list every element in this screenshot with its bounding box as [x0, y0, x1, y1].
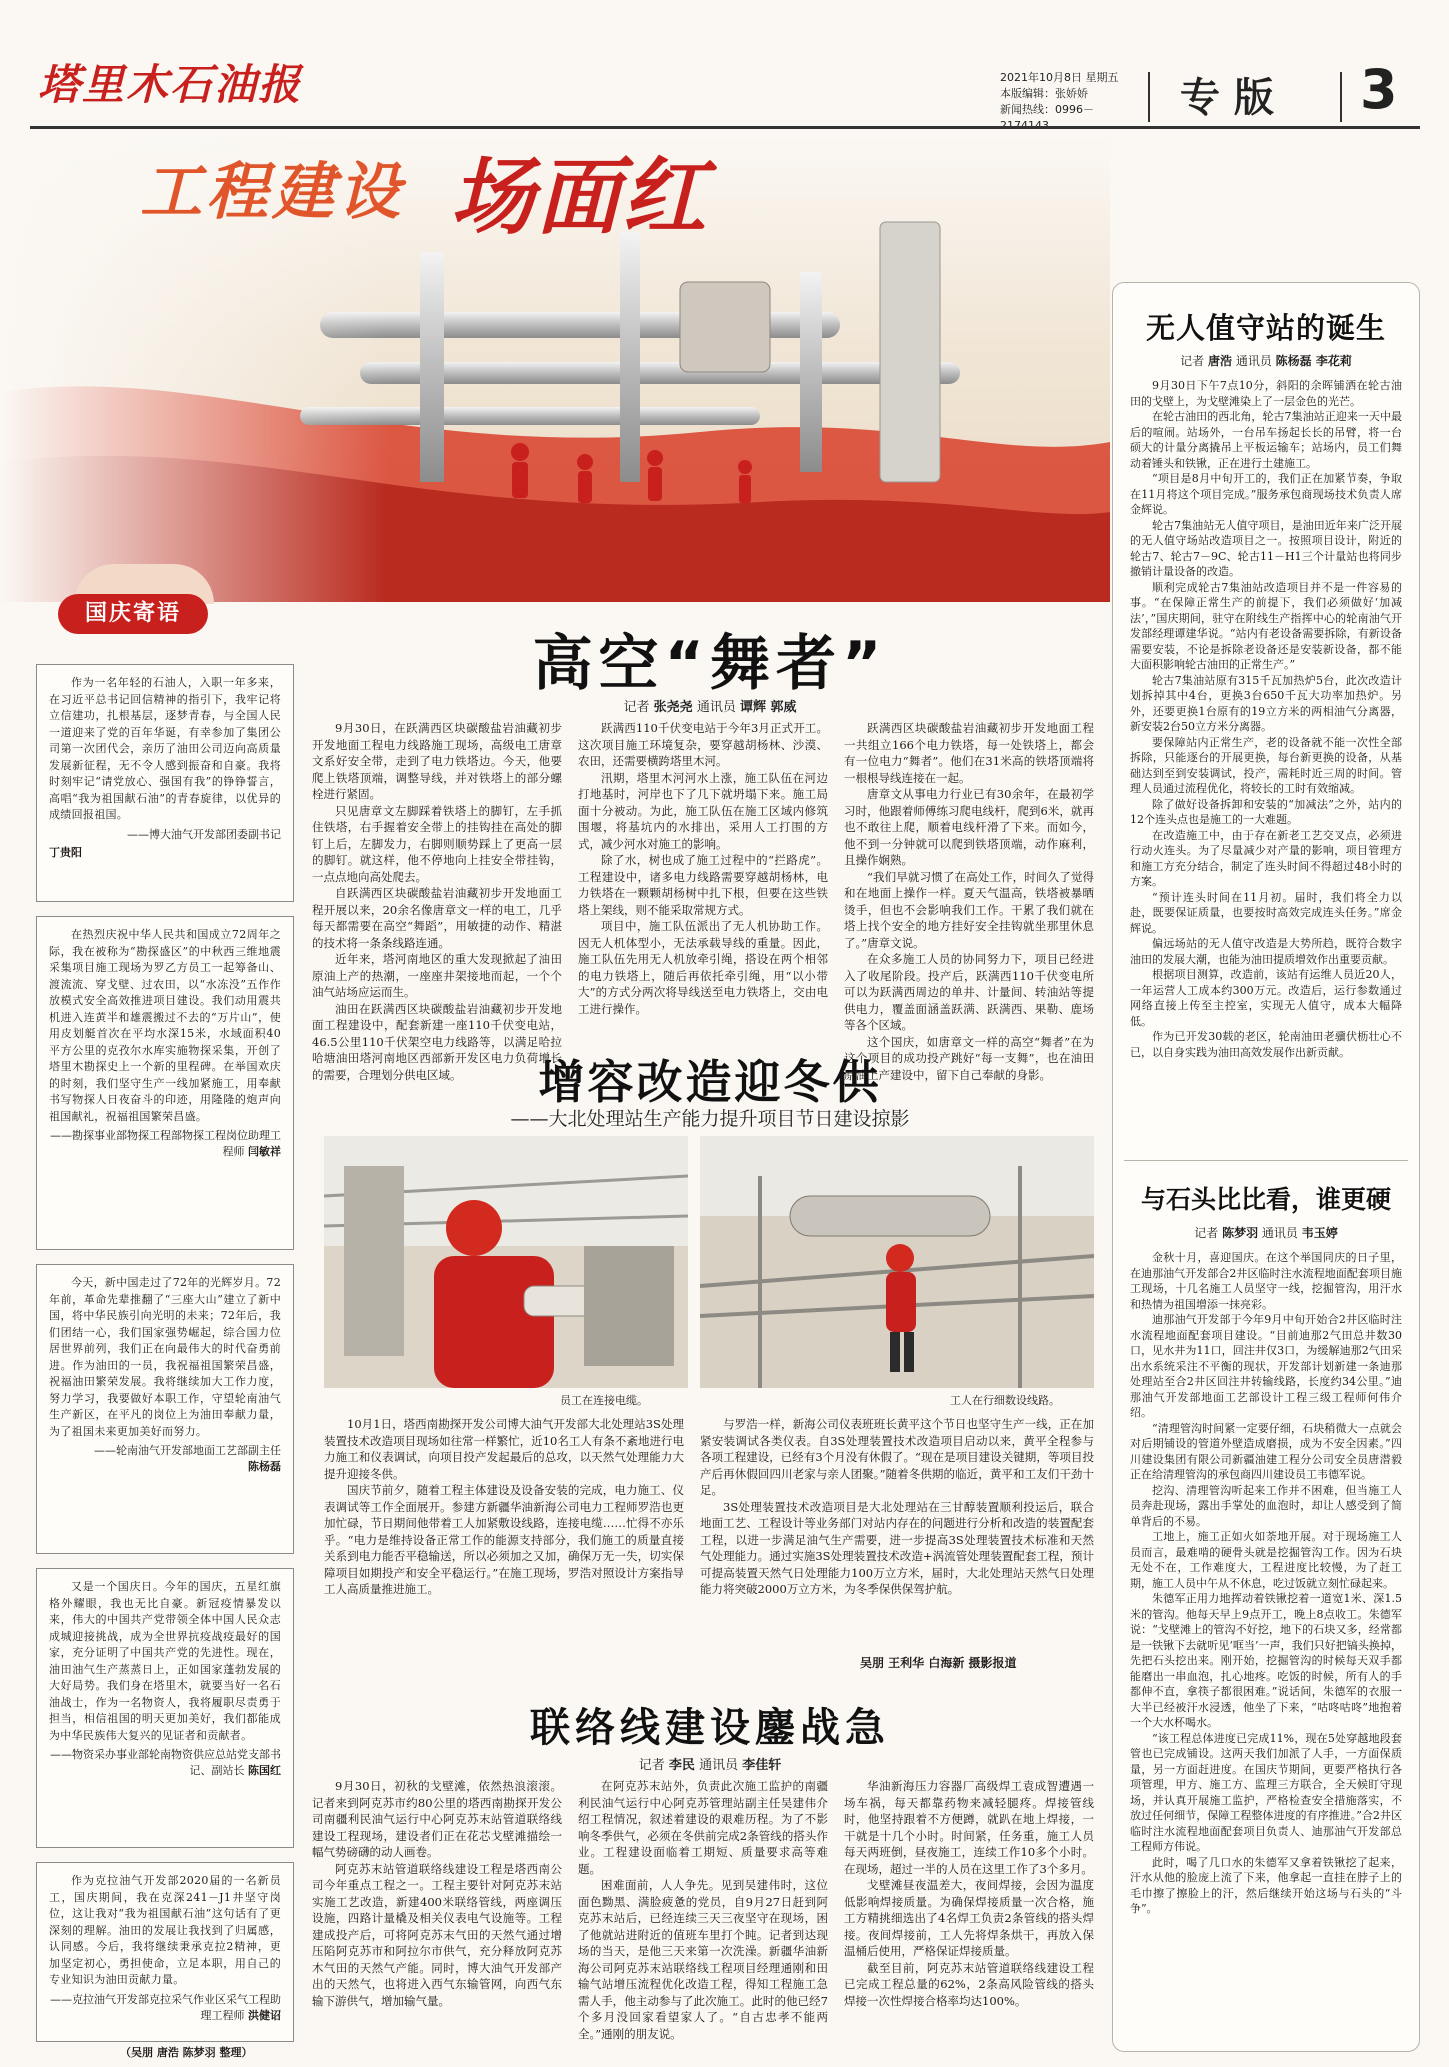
greeting-signature: ——轮南油气开发部地面工艺部副主任 [94, 1444, 281, 1457]
article-link-byline [310, 1754, 1110, 1773]
greeting-name: 闫敏祥 [248, 1145, 281, 1158]
article-station-body [1130, 378, 1402, 1060]
greeting-name: 洪健诏 [248, 2008, 281, 2022]
national-day-tag [48, 594, 228, 638]
tag-label: 国庆寄语 [58, 594, 208, 634]
paragraph: 只见唐章文左脚踩着铁塔上的脚钉，左手抓住铁塔，右手握着安全带上的挂钩挂在高处的脚钉上后，左脚发力，右脚则顺势踩上了更高一层的脚钉。就这样，他不停地向上挂安全带挂钩，一点点地向高处爬去。 [312, 803, 562, 884]
paragraph: 根据项目测算，改造前，该站有运维人员近20人，一年运营人工成本约300万元。改造后，运行参数通过网络直接上传至主控室，实现无人值守，成本大幅降低。 [1130, 968, 1402, 1028]
greeting-card-1 [36, 664, 294, 902]
paragraph: 国庆节前夕，随着工程主体建设及设备安装的完成，电力施工、仪表调试等工作全面展开。参建方新疆华油新海公司电力工程师罗浩也更加忙碌，节日期间他带着工人加紧敷设线路，连接电缆……忙得不亦乐乎。“电力是维持设备正常工作的能源支持部分，我们施工的质量直接关系到电力能否平稳输送，所以必须加之又加，确保万无一失，切实保障项目如期投产和安全平稳运行。”在施工现场，罗浩对照设计方案指导工人高质量推进施工。 [324, 1483, 684, 1596]
masthead [0, 0, 1449, 120]
article-winter-subtitle: ——大北处理站生产能力提升项目节日建设掠影 [510, 1108, 910, 1130]
paragraph: 在轮古油田的西北角，轮古7集油站正迎来一天中最后的喧闹。站场外，一台吊车扬起长长的吊臂，将一台硕大的计量分离撬吊上平板运输车；站场内，员工们舞动着锤头和铁锹，正在进行土建施工。 [1130, 410, 1402, 470]
photo-worker-line-image [700, 1136, 1094, 1388]
greeting-body: 作为克拉油气开发部2020届的一名新员工，国庆期间，我在克深241－J1井坚守岗位，这让我对“我为祖国献石油”这句话有了更深刻的理解。油田的发展让我找到了归属感，认同感。今后，我将继续秉承克拉2精神，更加坚定初心，勇担使命，立足本职，用自己的专业知识为油田贡献力量。 [49, 1874, 281, 1986]
paragraph: 顺利完成轮古7集油站改造项目并不是一件容易的事。“在保障正常生产的前提下，我们必须做好‘加减法’，”国庆期间，驻守在附线生产指挥中心的轮南油气开发部经理谭建华说。“站内有老设备需要拆除，有新设备需要安装，不论是拆除老设备还是安装新设备，都不能大面积影响轮古油田的正常生产。” [1130, 580, 1402, 671]
paragraph: 轮古7集油站无人值守项目，是油田近年来广泛开展的无人值守场站改造项目之一。按照项目设计，附近的轮古7、轮古7－9C、轮古11－H1三个计量站也将同步撤销计量设备的改造。 [1130, 518, 1402, 578]
paragraph: 作为已开发30载的老区，轮南油田老骥伏枥壮心不已，以自身实践为油田高效发展作出新贡献。 [1130, 1030, 1402, 1059]
paragraph: 3S处理装置技术改造项目是大北处理站在三甘醇装置顺利投运后，联合地面工艺、工程设计等业务部门对站内存在的问题进行分析和改造的装置配套工程，以进一步满足油气生产需要，进一步提高3S处理装置技术标准和天然气处理能力。通过实施3S处理装置技术改造+涡流管处理装置配套工程，预计可提高装置天然气日处理能力100万立方米，届时，大北处理站天然气日处理能力将突破2000万立方米，为冬季保供保驾护航。 [700, 1499, 1094, 1596]
paragraph: 偏远场站的无人值守改造是大势所趋，既符合数字油田的发展大潮，也能为油田提质增效作出重要贡献。 [1130, 937, 1402, 966]
article-dancer-body-col3 [844, 720, 1094, 1083]
greeting-body: 又是一个国庆日。今年的国庆，五星红旗格外耀眼，我也无比自豪。新冠疫情暴发以来，伟大的中国共产党带领全体中国人民众志成城迎接挑战，成为全世界抗疫战疫最好的国家，充分证明了中国共产党的先进性。现在，油田油气生产蒸蒸日上，正如国家蓬勃发展的大好局势。我们身在塔里木，就要当好一名石油战士，作为一名物资人，我将履职尽责勇于担当，相信祖国的明天更加美好，我们都能成为中华民族伟大复兴的见证者和贡献者。 [49, 1580, 281, 1742]
paragraph: 9月30日下午7点10分，斜阳的余晖铺洒在轮古油田的戈壁上，为戈壁滩染上了一层金色的光芒。 [1130, 379, 1402, 408]
paragraph: 跃满西110千伏变电站于今年3月正式开工。这次项目施工环境复杂，要穿越胡杨林、沙漠、农田，还需要横跨塔里木河。 [578, 721, 828, 768]
article-stone-title: 与石头比比看，谁更硬 [1140, 1185, 1391, 1214]
article-dancer-body-col1 [312, 720, 562, 1083]
greeting-signature: ——克拉油气开发部克拉采气作业区采气工程助理工程师 [50, 1992, 281, 2022]
byline-correspondent: 谭辉 郭威 [739, 700, 797, 715]
greeting-body: 在热烈庆祝中华人民共和国成立72周年之际，我在被称为“勘探盛区”的中秋西三维地震采集项目施工现场为罗乙方员工一起筹备山、渡流流、穿戈壁、过农田，以“水冻没”五作作放模式安全高效推进项目建设。我们动用震共机进入连黄半和雄震搬过不去的“万片山”，使用皮划艇首次在平均水深15米，水域面积40平方公里的克孜尔水库实施物探采集，开创了塔里木勘探史上一个新的里程碑。在举国欢庆的时刻，我们坚守生产一线加紧施工，用奉献书写物探人日夜奋斗的印迹，用隆隆的炮声向祖国献礼，祝福祖国繁荣昌盛。 [49, 928, 281, 1123]
paragraph: 迪那油气开发部于今年9月中旬开始合2井区临时注水流程地面配套项目建设。“目前迪那2气田总井数30口，见水井为11口，回注井仅3口，为缓解迪那2气田采出水系统采注不平衡的现状，开发部计划新建一条迪那处理站至合2井区回注井转输线路，长度约34公里。”迪那油气开发部地面工艺部设计工程三级工程师何伟介绍。 [1130, 1313, 1402, 1419]
paragraph: 唐章文从事电力行业已有30余年，在最初学习时，他跟着师傅练习爬电线杆，爬到6米，就再也不敢往上爬，顺着电线杆滑了下来。而如今，他不到一分钟就可以爬到铁塔顶端，动作麻利，且操作娴熟。 [844, 787, 1094, 867]
article-winter-credit: 吴朋 王利华 白海新 摄影报道 [860, 1656, 1017, 1670]
paragraph: 在众多施工人员的协同努力下，项目已经进入了收尾阶段。投产后，跃满西110千伏变电所可以为跃满西周边的单井、计量间、转油站等提供电力，覆盖面涵盖跃满、跃满西、果勒、鹿场等各个区域。 [844, 952, 1094, 1032]
byline-correspondent-label: 通讯员 [699, 1758, 739, 1773]
article-dancer-title: 高空“舞者” [532, 629, 888, 699]
paragraph: 阿克苏末站管道联络线建设工程是塔西南公司今年重点工程之一。工程主要针对阿克苏末站实施工艺改造，新建400米联络管线，两座调压设施，四路计量橇及相关仪表电气设施等。工程建成投产后，可将阿克苏末气田的天然气通过增压陷阿克苏市和阿拉尔市供气，充分释放阿克苏木气田的天然气产能。同时，博大油气开发部产出的天然气，也将进入西气东输管网，向西气东输下游供气，增加输气量。 [312, 1861, 562, 2008]
paragraph: 戈壁滩昼夜温差大，夜间焊接，会因为温度低影响焊接质量。为确保焊接质量一次合格，施工方精挑细选出了4名焊工负责2条管线的搭头焊接。夜间焊接前，工人先将焊条烘干，再放入保温桶后使用，严格保证焊接质量。 [844, 1878, 1094, 1958]
paragraph: 困难面前，人人争先。见到吴建伟时，这位面色黝黑、满脸疲惫的党员，自9月27日赶到阿克苏末站后，已经连续三天三夜坚守在现场，困了他就站进附近的值班车里打个盹。记者到达现场的当天，是他三天来第一次洗澡。新疆华油新海公司阿克苏末站联络线工程项目经理通刚和田输气站增压流程优化改造工程，得知工程施工急需人手，他主动参与了此次施工。此时的他已经7个多月没回家看望家人了。“自古忠孝不能两全。”通刚的朋友说。 [578, 1878, 828, 2041]
article-link-body-col1 [312, 1778, 562, 2009]
article-stone-byline [1112, 1224, 1420, 1241]
paragraph: 除了做好设备拆卸和安装的“加减法”之外，站内的12个连头点也是施工的一大难题。 [1130, 797, 1402, 826]
byline-correspondent-label: 通讯员 [1261, 1226, 1298, 1240]
greeting-signature: ——博大油气开发部团委副书记 [127, 827, 281, 841]
section-divider [1340, 72, 1342, 122]
paragraph: “我们早就习惯了在高处工作，时间久了觉得和在地面上操作一样。夏天气温高，铁塔被暴晒烫手，但也不会影响我们工作。干累了我们就在塔上找个安全的地方挂好安全挂钩就坐那里休息了。”唐章文说。 [844, 869, 1094, 950]
paragraph: 朱德军正用力地挥动着铁锹挖着一道宽1米、深1.5米的管沟。他每天早上9点开工，晚上8点收工。朱德军说：“戈壁滩上的管沟不好挖，地下的石块又多，经常都是一铁锹下去就听见‘哐当’一声，我们只好把镐头换掉，先把石头挖出来。刚开始，挖掘管沟的时候每天双手都能磨出一串血泡，扎心地疼。吃饭的时候，所有人的手都伸不直，拿筷子都很困难。”说话间，朱德军的衣服一大半已经被汗水浸透，他坐了下来，“咕咚咕咚”地抱着一个大水杯喝水。 [1130, 1592, 1402, 1729]
byline-reporter-label: 记者 [638, 1758, 665, 1773]
byline-correspondent: 陈杨磊 李花莉 [1275, 354, 1352, 368]
photo-worker-cable [324, 1136, 688, 1388]
paragraph: “项目是8月中旬开工的，我们正在加紧节奏，争取在11月将这个项目完成。”服务承包商现场技术负责人席金辉说。 [1130, 472, 1402, 516]
paragraph: “该工程总体进度已完成11%，现在5处穿越地段套管也已完成铺设。这两天我们加派了人手，一方面保质量，另一方面赶进度。在国庆节期间，更要严格执行各项管理，甲方、施工方、监理三方联合，全天候盯守现场，并认真开展施工监护，严格检查安全措施落实，不放过任何细节，保障工程整体进度的有序推进。”合2井区临时注水流程地面配套项目负责人、迪那油气开发部总工程师方伟说。 [1130, 1731, 1402, 1853]
greeting-card-3 [36, 1264, 294, 1554]
editor-line: 本版编辑：张娇娇 [1000, 87, 1088, 100]
article-link-body-col2 [578, 1778, 828, 2042]
masthead-info [1000, 70, 1140, 134]
article-station-title: 无人值守站的诞生 [1145, 311, 1386, 345]
paragraph: 要保障站内正常生产，老的设备就不能一次性全部拆除，只能逐台的开展更换，每台新更换的设备，从基础达到至到安装调试，投产，需耗时近三周的时间。管理人员通过流程优化，将较长的工时有效缩减。 [1130, 735, 1402, 795]
article-winter-body-col2 [700, 1416, 1094, 1598]
byline-reporter: 陈梦羽 [1222, 1226, 1259, 1240]
photo-worker-cable-image [324, 1136, 688, 1388]
paragraph: 截至目前，阿克苏末站管道联络线建设工程已完成工程总量的62%，2条高风险管线的搭头焊接一次性焊接合格率均达100%。 [844, 1960, 1094, 2008]
paragraph: “预计连头时间在11月初。届时，我们将全力以赴，既要保证质量，也要按时高效完成连头任务。”席金辉说。 [1130, 890, 1402, 935]
greeting-body: 作为一名年轻的石油人，入职一年多来，在习近平总书记回信精神的指引下，我牢记将立信建功，扎根基层，逐梦青春，与全国人民一道迎来了党的百年华诞，有幸参加了集团公司第一次团代会，亲历了油田公司迈向高质量发展新征程，无不令人感到振奋和自豪。我将时刻牢记“请党放心、强国有我”的铮铮誓言，高唱“我为祖国献石油”的青春旋律，以优异的成绩回报祖国。 [49, 676, 281, 821]
masthead-divider [1148, 72, 1150, 122]
paragraph: 此时，喝了几口水的朱德军又拿着铁锹挖了起来，汗水从他的脸庞上流了下来，他拿起一直挂在脖子上的毛巾擦了擦脸上的汗，然后继续开始这场与石头的“斗争”。 [1130, 1855, 1402, 1915]
greeting-name: 陈杨磊 [248, 1460, 281, 1473]
byline-reporter: 张尧尧 [653, 700, 693, 715]
paragraph: 自跃满西区块碳酸盐岩油藏初步开发地面工程开展以来，20余名像唐章文一样的电工，几乎每天都需要在高空“舞蹈”，用敏捷的动作、精湛的技术将一条条线路连通。 [312, 886, 562, 950]
greeting-card-4 [36, 1568, 294, 1848]
paragraph: “清理管沟时间紧一定要仔细，石块稍微大一点就会对后期铺设的管道外壁造成磨损，成为不安全因素。”四川建设集团有限公司新疆油建工程分公司安全员唐潜毅正在给清理管沟的承包商四川建设员工韦德军说。 [1130, 1421, 1402, 1481]
byline-reporter: 唐浩 [1207, 354, 1232, 368]
photo-worker-line [700, 1136, 1094, 1388]
date-line: 2021年10月8日 星期五 [1000, 71, 1119, 84]
photo-caption-2: 工人在行细数设线路。 [950, 1394, 1060, 1407]
greetings-credit: （吴朋 唐浩 陈梦羽 整理） [120, 2046, 253, 2059]
banner-title-part1: 工程建设 [140, 155, 405, 228]
paragraph: 工地上，施工正如火如荼地开展。对于现场施工人员而言，最难啃的硬骨头就是挖掘管沟工作。因为石块无处不在，工作难度大，工程进度比较慢，为了赶工期，施工人员中午从不休息，吃过饭就立刻忙碌起来。 [1130, 1530, 1402, 1590]
byline-correspondent-label: 通讯员 [1235, 354, 1272, 368]
paragraph: 油田在跃满西区块碳酸盐岩油藏初步开发地面工程建设中，配套新建一座110千伏变电站，46.5公里110千伏架空电力线路等，以满足哈拉哈塘油田塔河南地区西部新开发区电力负荷增长的需要，合理划分供电区域。 [312, 1001, 562, 1082]
paragraph: 与罗浩一样，新海公司仪表班班长黄平这个节日也坚守生产一线，正在加紧安装调试各类仪表。自3S处理装置技术改造项目启动以来，黄平全程参与各项工程建设，已经有3个月没有休假了。“现在是项目建设关键期，等项目投产后再休假回四川老家与亲人团聚。”随着冬供期的临近，黄平和工友们干劲十足。 [700, 1417, 1094, 1497]
byline-correspondent: 韦玉婷 [1301, 1226, 1338, 1240]
paper-name: 塔里木石油报 [38, 60, 303, 109]
paragraph: 这个国庆，如唐章文一样的高空“舞者”在为这个项目的成功投产跳好“每一支舞”，也在油田原油上产建设中，留下自己奉献的身影。 [844, 1034, 1094, 1082]
masthead-rule [30, 126, 1420, 129]
hotline: 新闻热线：0996－ [1000, 103, 1094, 116]
article-station-byline [1112, 352, 1420, 369]
article-winter-title: 增容改造迎冬供 [538, 1055, 882, 1109]
article-link-title: 联络线建设鏖战急 [530, 1705, 890, 1751]
paragraph: 挖沟、清理管沟听起来工作并不困难，但当施工人员奔赴现场，露出手掌处的血泡时，却让人感受到了简单背后的不易。 [1130, 1483, 1402, 1528]
article-stone-body [1130, 1250, 1402, 1917]
article-link-body-col3 [844, 1778, 1094, 2009]
section-name: 专 版 [1180, 74, 1274, 121]
paragraph: 汛期，塔里木河河水上涨，施工队伍在河边打地基时，河岸也下了几下就坍塌下来。施工局面十分被动。为此，施工队伍在施工区域内修筑围堰，将基坑内的水排出，采用人工打围的方式，减少河水对施工的影响。 [578, 770, 828, 851]
byline-reporter: 李民 [668, 1758, 695, 1773]
byline-reporter-label: 记者 [623, 700, 650, 715]
paragraph: 项目中，施工队伍派出了无人机协助工作。因无人机体型小，无法承载导线的重量。因此，施工队伍先用无人机放牵引绳，搭设在两个相邻的电力铁塔上，随后再依托牵引绳，用“以小带大”的方式分两次将导线送至电力铁塔上，交由电工进行操作。 [578, 919, 828, 1016]
paragraph: 跃满西区块碳酸盐岩油藏初步开发地面工程一共组立166个电力铁塔，每一处铁塔上，都会有一位电力“舞者”。他们在31米高的铁塔顶端将一根根导线连接在一起。 [844, 721, 1094, 785]
article-dancer-byline [310, 696, 1110, 715]
paragraph: 轮古7集油站原有315千瓦加热炉5台，此次改造计划拆掉其中4台，更换3台650千瓦大功率加热炉。另外，还要更换1台原有的19立方米的两相油气分离器，新安装2台50立方米分离器。 [1130, 673, 1402, 733]
paragraph: 近年来，塔河南地区的重大发现掀起了油田原油上产的热潮，一座座井架接地而起，一个个油气站场应运而生。 [312, 952, 562, 999]
greeting-name: 丁贵阳 [49, 845, 82, 859]
paragraph: 在阿克苏末站外，负责此次施工监护的南疆利民油气运行中心阿克苏管理站副主任吴建伟介绍工程情况，叙述着建设的艰难历程。为了不影响冬季供气，必须在冬供前完成2条管线的搭头作业。工程建设面临着工期短、质量要求高等难题。 [578, 1779, 828, 1876]
byline-correspondent-label: 通讯员 [696, 700, 736, 715]
paragraph: 金秋十月，喜迎国庆。在这个举国同庆的日子里，在迪那油气开发部合2井区临时注水流程地面配套项目施工现场，十几名施工人员坚守一线，挖掘管沟，用汗水和热情为祖国增添一抹亮彩。 [1130, 1251, 1402, 1311]
right-column-divider [1124, 1160, 1408, 1161]
banner [0, 132, 1110, 602]
paragraph: 在改造施工中，由于存在新老工艺交叉点，必须进行动火连头。为了尽量减少对产量的影响，项目管理方和施工方充分结合，制定了连头时间不得超过48小时的方案。 [1130, 828, 1402, 888]
paragraph: 除了水，树也成了施工过程中的“拦路虎”。工程建设中，诸多电力线路需要穿越胡杨林，电力铁塔在一颗颗胡杨树中扎下根，但要在这些铁塔上架线，则不能采取常规方式。 [578, 853, 828, 917]
paragraph: 9月30日，在跃满西区块碳酸盐岩油藏初步开发地面工程电力线路施工现场，高级电工唐章文系好安全带，走到了电力铁塔边。今天，他要爬上铁塔顶端，调整导线，并对铁塔上的部分螺栓进行紧固。 [312, 721, 562, 801]
greeting-card-2 [36, 916, 294, 1250]
article-dancer-body-col2 [578, 720, 828, 1017]
greeting-name: 陈国红 [248, 1764, 281, 1777]
greeting-signature: ——物资采办事业部轮南物资供应总站党支部书记、副站长 [50, 1748, 281, 1777]
photo-caption-1: 员工在连接电缆。 [560, 1394, 648, 1407]
page-number: 3 [1360, 58, 1398, 121]
byline-correspondent: 李佳轩 [742, 1758, 782, 1773]
greeting-card-5 [36, 1862, 294, 2042]
greeting-signature: ——勘探事业部物探工程部物探工程岗位助理工程师 [50, 1129, 281, 1158]
byline-reporter-label: 记者 [1180, 354, 1205, 368]
paragraph: 10月1日，塔西南勘探开发公司博大油气开发部大北处理站3S处理装置技术改造项目现场如往常一样繁忙，近10名工人有条不紊地进行电力施工和仪表调试，向项目投产发起最后的总攻，以天然气处理能力大提升迎接冬供。 [324, 1417, 684, 1481]
byline-reporter-label: 记者 [1194, 1226, 1219, 1240]
paragraph: 华油新海压力容器厂高级焊工袁成智遭遇一场车祸，每天都靠药物来减轻腿疼。焊接管线时，他坚持跟着不方便蹲，就趴在地上焊接，一干就是十几个小时。时间紧，任务重，施工人员每天两班倒，昼夜施工，连续工作10多个小时。在现场，超过一半的人员在这里工作了3个多月。 [844, 1779, 1094, 1876]
paragraph: 9月30日，初秋的戈壁滩，依然热浪滚滚。记者来到阿克苏市约80公里的塔西南勘探开发公司南疆利民油气运行中心阿克苏末站管道联络线建设工程现场，建设者们正在花芯戈壁滩描绘一幅气势磅礴的动人画卷。 [312, 1779, 562, 1859]
greeting-body: 今天，新中国走过了72年的光辉岁月。72年前，革命先辈推翻了“三座大山”建立了新中国，将中华民族引向光明的未来；72年后，我们团结一心，我们国家强势崛起，综合国力位居世界前列，我们正在向最伟大的时代奋勇前进。作为油田的一员，我祝福祖国繁荣昌盛，祝福油田繁荣发展。我将继续加大工作力度，努力学习，我要做好本职工作，守望轮南油气生产新区，在平凡的岗位上为油田奉献力量，为了祖国未来更加美好而努力。 [49, 1276, 281, 1438]
article-winter-body-col1 [324, 1416, 684, 1598]
banner-title-part2: 场面红 [450, 147, 709, 246]
